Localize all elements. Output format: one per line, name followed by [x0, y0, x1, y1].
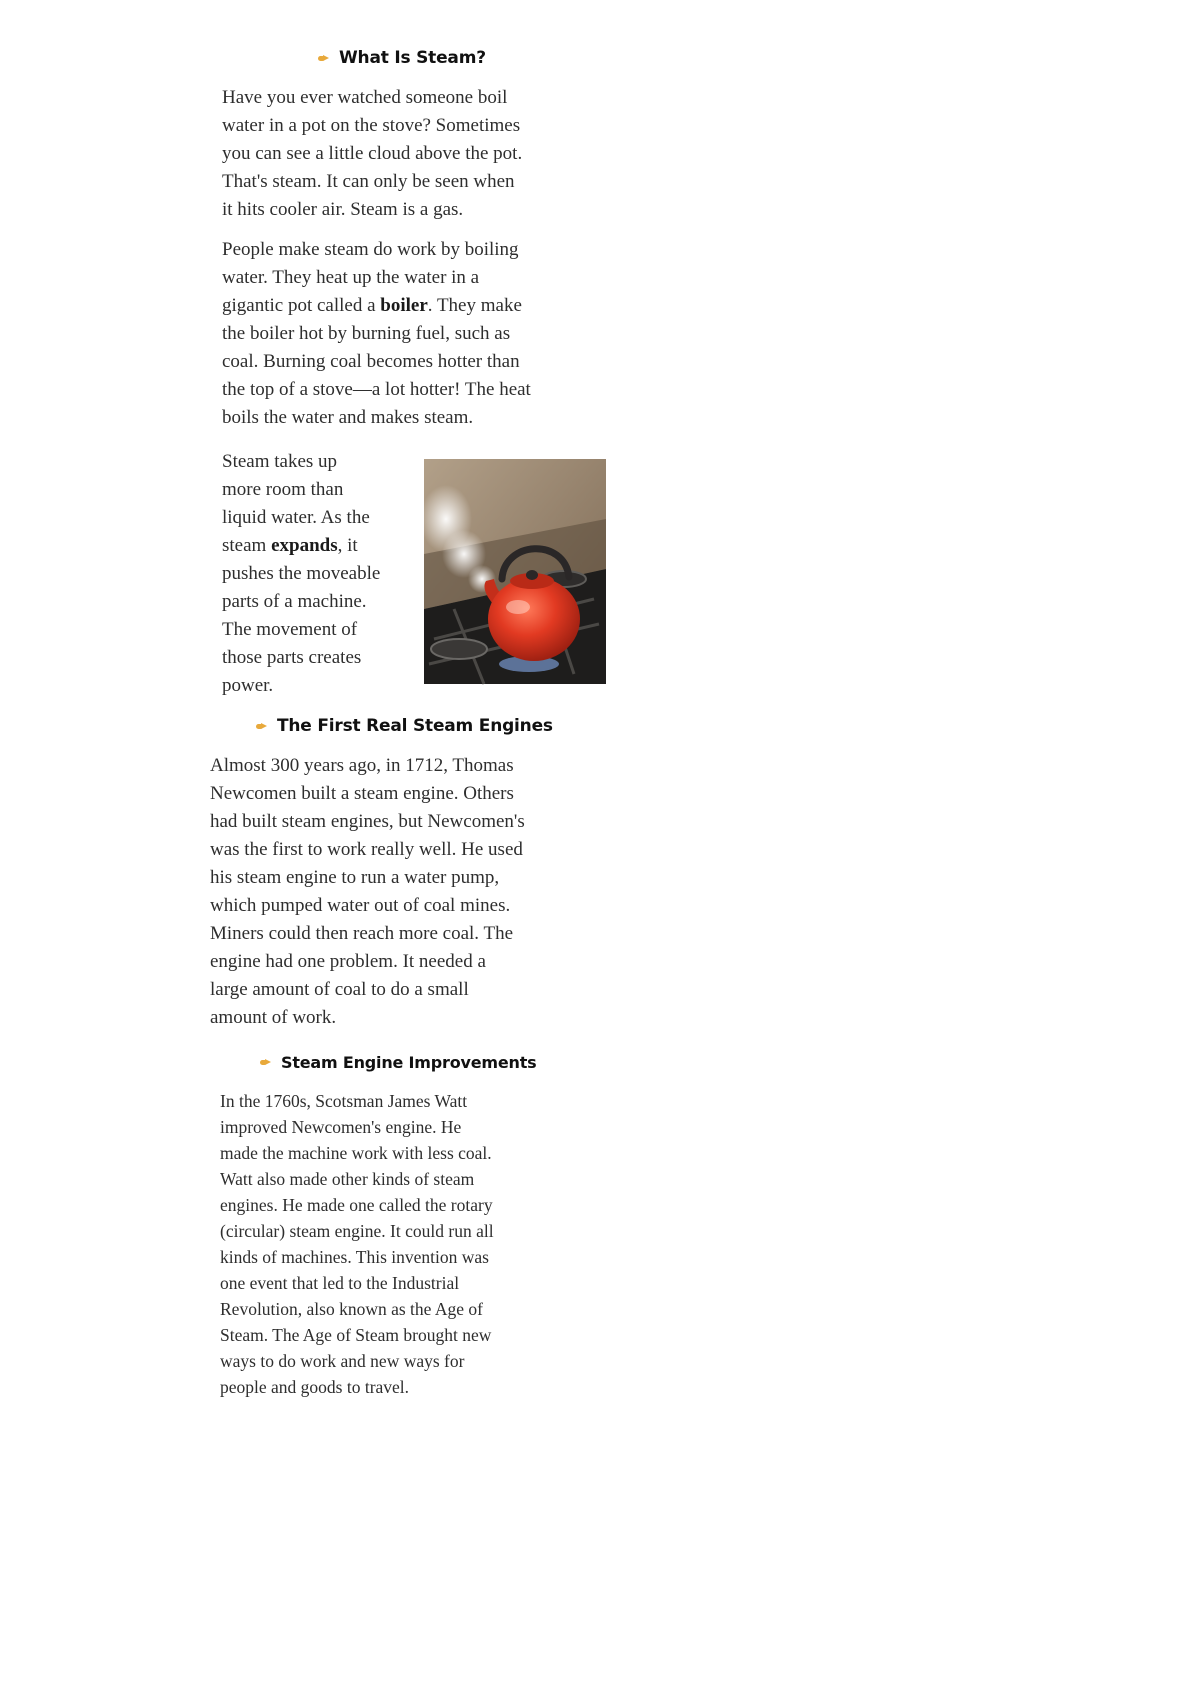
heading-text: The First Real Steam Engines: [277, 716, 553, 736]
kettle-photo: [424, 459, 606, 684]
paragraph-expands-box: [222, 448, 418, 696]
heading-steam-engine-improvements: [260, 1053, 536, 1072]
arrow-bullet-icon: [256, 723, 267, 730]
kettle-illustration: [424, 459, 606, 684]
paragraph-steam-intro: Have you ever watched someone boil water in a pot on the stove? Sometimes you can see a little cloud above the pot. That's steam. It can only be seen when it hits cooler air. Steam is a gas.: [222, 87, 523, 220]
paragraph-newcomen: Almost 300 years ago, in 1712, Thomas Newcomen built a steam engine. Others had built steam engines, but Newcomen's was the first to work really well. He used his steam engine to run a water pump, which pumped water out of coal mines. Miners could then reach more coal. The engine had one problem. It needed a large amount of coal to do a small amount of work.: [210, 755, 525, 1028]
paragraph-expands: [222, 448, 380, 700]
paragraph-watt: In the 1760s, Scotsman James Watt improved Newcomen's engine. He made the machine work with less coal. Watt also made other kinds of steam engines. He made one called the rotary (circular) steam engine. It could run all kinds of machines. This invention was one event that led to the Industrial Revolution, also known as the Age of Steam. The Age of Steam brought new ways to do work and new ways for people and goods to travel.: [220, 1091, 494, 1397]
heading-first-steam-engines: [256, 716, 553, 736]
arrow-bullet-icon: [260, 1059, 271, 1066]
term-boiler: boiler: [380, 295, 428, 316]
heading-what-is-steam: [318, 48, 486, 68]
heading-text: What Is Steam?: [339, 48, 486, 68]
heading-text: Steam Engine Improvements: [281, 1053, 537, 1072]
paragraph-boiler: [222, 236, 531, 432]
text-span: . They make the boiler hot by burning fuel, such as coal. Burning coal becomes hotter than the top of a stove—a lot hotter! The heat boils the water and makes steam.: [222, 295, 531, 428]
text-span: , it pushes the moveable parts of a machine. The movement of those parts creates power.: [222, 535, 381, 696]
term-expands: expands: [271, 535, 338, 556]
text-span: People make steam do work by boiling water. They heat up the water in a gigantic pot called a: [222, 239, 519, 316]
text-span: Steam takes up more room than liquid water. As the steam: [222, 451, 370, 556]
arrow-bullet-icon: [318, 55, 329, 62]
